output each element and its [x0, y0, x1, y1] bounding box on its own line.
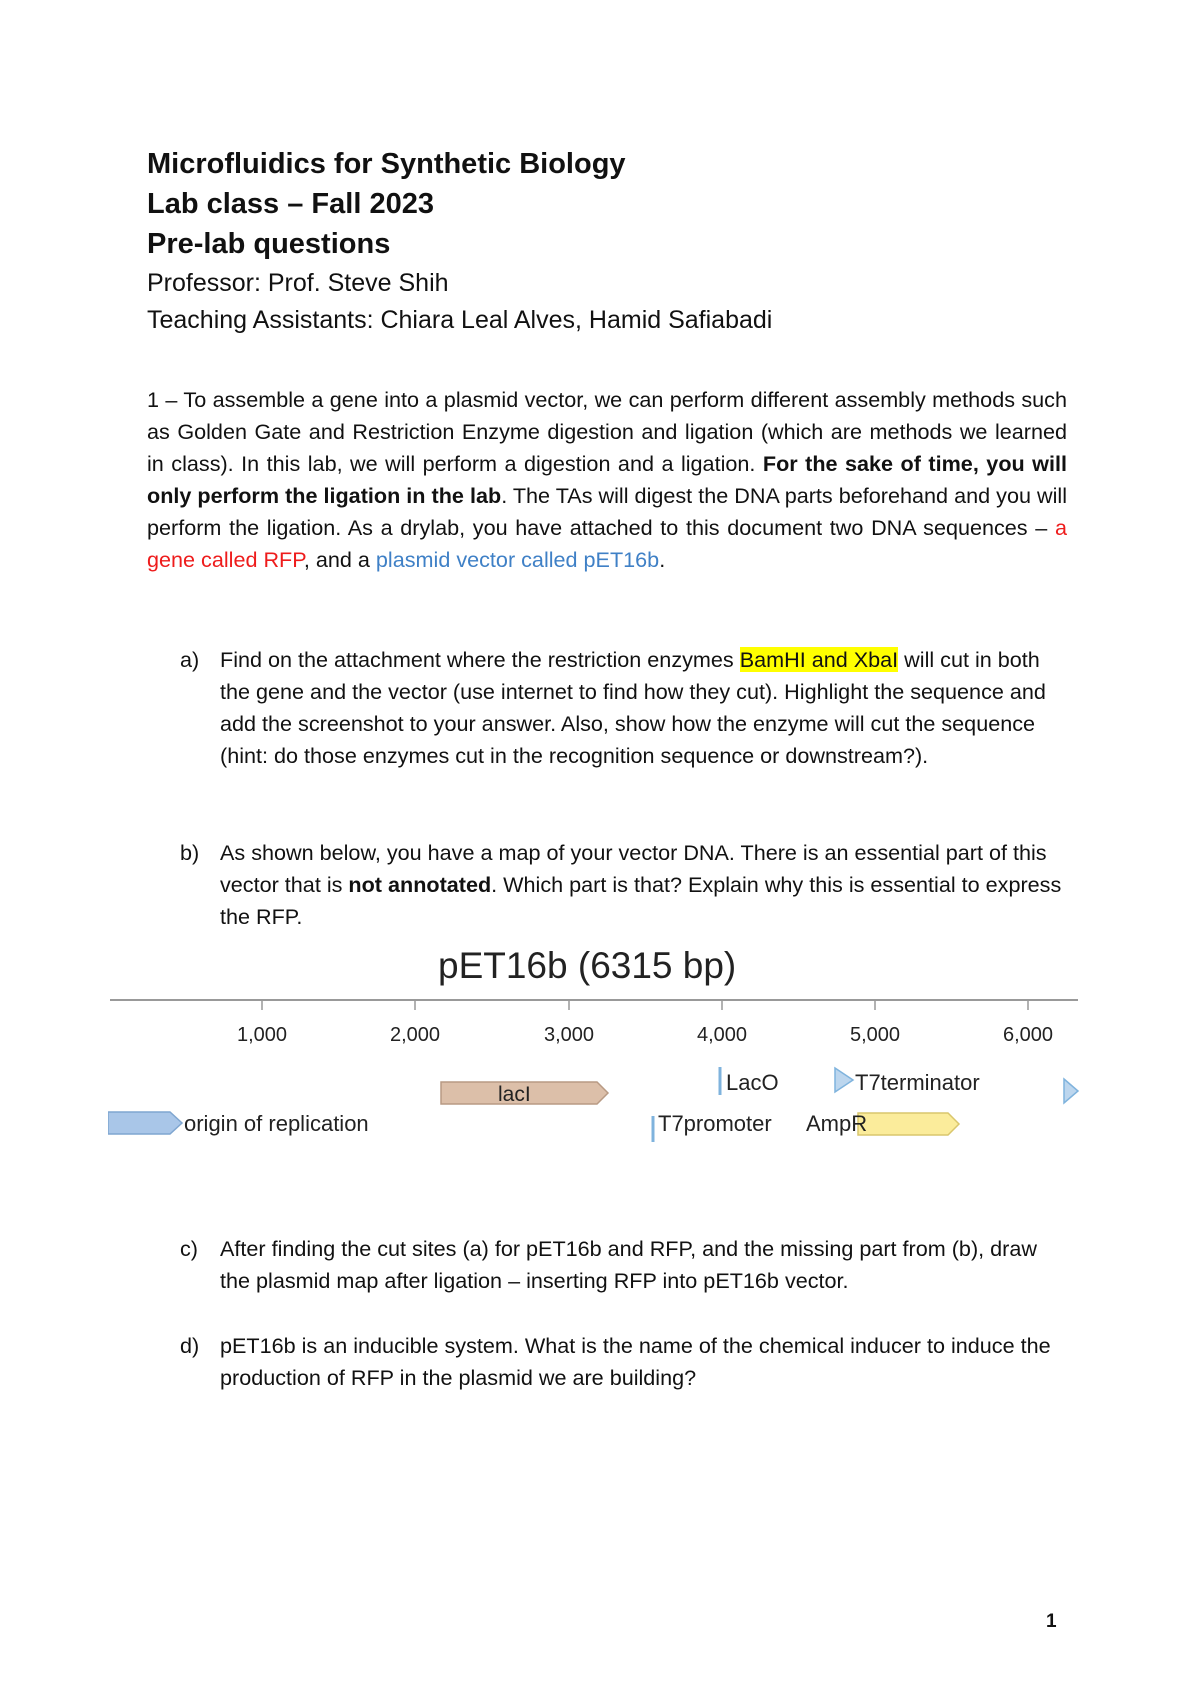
tick-label-5000: 5,000: [849, 1024, 901, 1046]
question-a: [180, 644, 1067, 772]
question-b-pre: As shown below, you have a map of your vector DNA. There is an essential part of this vector that is: [220, 840, 1047, 897]
question-d-text: pET16b is an inducible system. What is the name of the chemical inducer to induce the production of RFP in the plasmid we are building?: [220, 1333, 1051, 1390]
course-title: Microfluidics for Synthetic Biology: [147, 148, 626, 180]
map-tick-labels: [237, 1024, 1053, 1046]
question-d-label: d): [180, 1333, 200, 1358]
t7terminator-arrow: [835, 1068, 853, 1092]
map-title: pET16b (6315 bp): [438, 945, 737, 986]
map-tick-marks: [262, 1000, 1028, 1010]
question-c-label: c): [180, 1236, 198, 1261]
question-a-text: [220, 644, 1067, 772]
professor-line: Professor: Prof. Steve Shih: [147, 269, 449, 297]
tick-label-2000: 2,000: [389, 1024, 441, 1046]
end-marker-arrow: [1064, 1079, 1078, 1103]
laci-label: lacI: [498, 1083, 531, 1106]
question-a-label: a): [180, 647, 200, 672]
intro-end: .: [659, 547, 666, 572]
question-c-text: After finding the cut sites (a) for pET16b and RFP, and the missing part from (b), draw the plasmid map after ligation – inserting RFP into pET16b vector.: [220, 1236, 1037, 1293]
enzyme-highlight: BamHI and XbaI: [739, 647, 899, 672]
ampr-label: AmpR: [806, 1111, 868, 1136]
question-c: [180, 1233, 1067, 1297]
question-d: [180, 1330, 1067, 1394]
intro-paragraph: [147, 384, 1067, 576]
intro-bold-note: For the sake of time, you will only perform the ligation in the lab: [147, 451, 1067, 508]
ampr-arrow: [858, 1113, 959, 1135]
teaching-assistants-line: Teaching Assistants: Chiara Leal Alves, Hamid Safiabadi: [147, 306, 773, 334]
page-number: 1: [1046, 1611, 1057, 1632]
origin-label: origin of replication: [184, 1111, 369, 1136]
question-b-text: [220, 837, 1067, 933]
plasmid-map: [108, 930, 1080, 1170]
tick-label-6000: 6,000: [1002, 1024, 1054, 1046]
origin-arrow: [108, 1112, 182, 1134]
question-a-post: will cut in both the gene and the vector (use internet to find how they cut). Highlight the sequence and add the screenshot to your answer. Also, show how the enzyme will cut the sequence (hint: do those enzymes cut in the recognition sequence or downstream?).: [220, 647, 1046, 768]
not-annotated-bold: not annotated: [348, 872, 492, 897]
question-b-label: b): [180, 840, 200, 865]
tick-label-1000: 1,000: [236, 1024, 288, 1046]
prelab-heading: Pre-lab questions: [147, 228, 391, 260]
laco-label: LacO: [726, 1070, 779, 1095]
intro-and: , and a: [303, 547, 376, 572]
intro-mid: . The TAs will digest the DNA parts beforehand and you will perform the ligation. As a drylab, you have attached to this document two DNA sequences –: [147, 483, 1068, 540]
question-b-post: . Which part is that? Explain why this is essential to express the RFP.: [220, 872, 1062, 929]
t7terminator-label: T7terminator: [855, 1070, 980, 1095]
tick-label-4000: 4,000: [696, 1024, 748, 1046]
intro-lead: 1 – To assemble a gene into a plasmid vector, we can perform different assembly methods such as Golden Gate and Restriction Enzyme digestion and ligation (which are methods we learned in class). In this lab, we will perform a digestion and a ligation.: [147, 387, 1067, 476]
question-b: [180, 837, 1067, 933]
t7promoter-label: T7promoter: [658, 1111, 772, 1136]
gene-rfp-text: a gene called RFP: [147, 515, 1067, 572]
question-a-pre: Find on the attachment where the restriction enzymes: [220, 647, 740, 672]
tick-label-3000: 3,000: [543, 1024, 595, 1046]
vector-pet16b-text: plasmid vector called pET16b: [375, 547, 660, 572]
lab-class-heading: Lab class – Fall 2023: [147, 188, 434, 220]
